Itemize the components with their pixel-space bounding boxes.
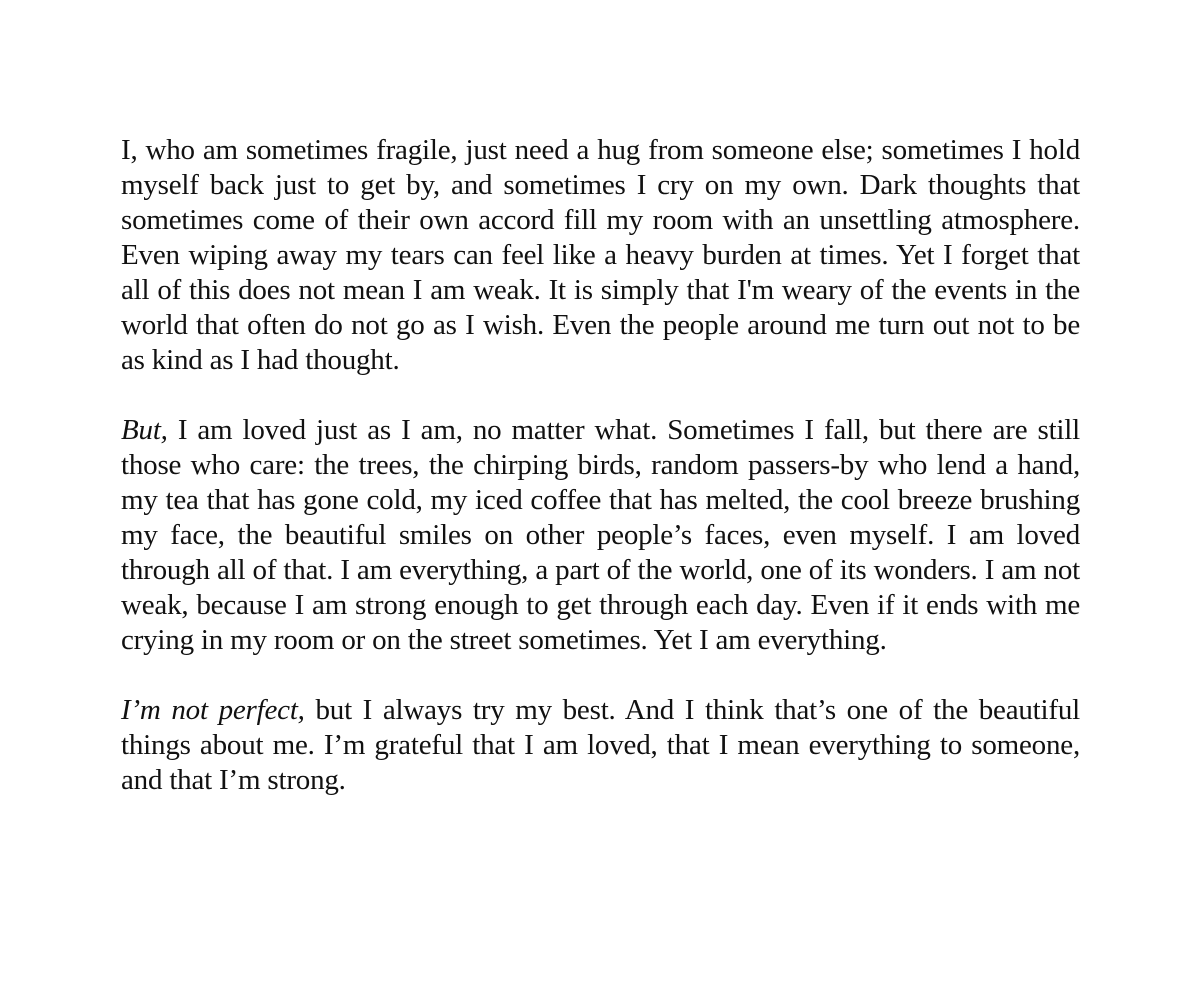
- paragraph-1-text: I, who am sometimes fragile, just need a hug from someone else; sometimes I hold myself back just to get by, and sometimes I cry on my own. Dark thoughts that sometimes come of their own accord fill my room with an unsettling atmosphere. Even wiping away my tears can feel like a heavy burden at times. Yet I forget that all of this does not mean I am weak. It is simply that I'm weary of the events in the world that often do not go as I wish. Even the people around me turn out not to be as kind as I had thought.: [121, 134, 1080, 376]
- paragraph-2: [121, 413, 1080, 658]
- paragraph-1: [121, 133, 1080, 378]
- paragraph-3-lead: I’m not perfect,: [121, 694, 305, 726]
- paragraph-3-text: but I always try my best. And I think that’s one of the beautiful things about me. I’m grateful that I am loved, that I mean everything to someone, and that I’m strong.: [121, 694, 1080, 796]
- paragraph-3: [121, 693, 1080, 798]
- paragraph-2-lead: But,: [121, 414, 168, 446]
- paragraph-2-text: I am loved just as I am, no matter what. Sometimes I fall, but there are still those who care: the trees, the chirping birds, random passers-by who lend a hand, my tea that has gone cold, my iced coffee that has melted, the cool breeze brushing my face, the beautiful smiles on other people’s faces, even myself. I am loved through all of that. I am everything, a part of the world, one of its wonders. I am not weak, because I am strong enough to get through each day. Even if it ends with me crying in my room or on the street sometimes. Yet I am everything.: [121, 414, 1080, 656]
- document-body: [121, 133, 1080, 798]
